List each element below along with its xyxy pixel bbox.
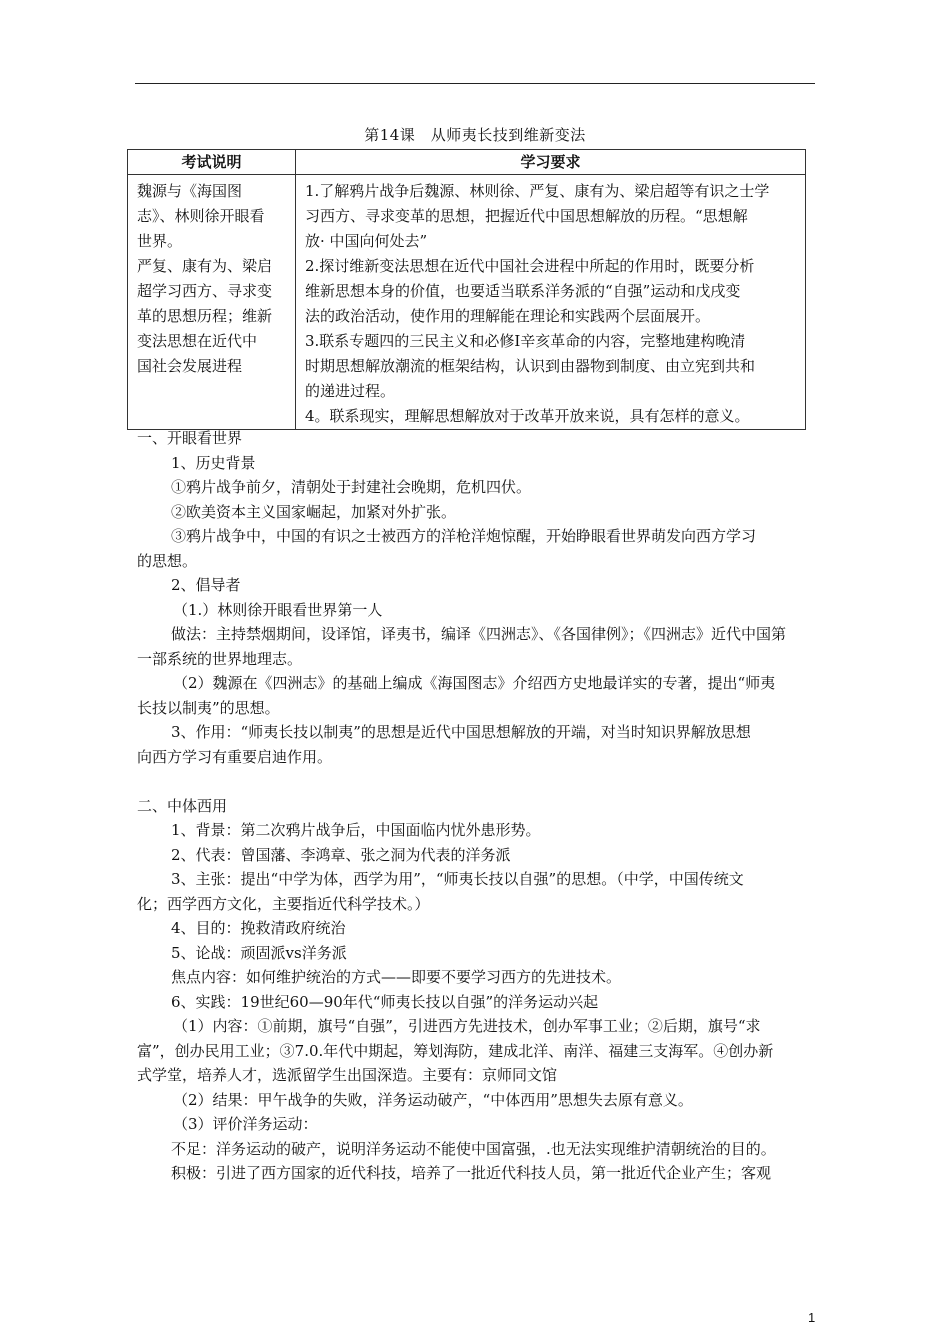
requirement-line: 1.了解鸦片战争后魏源、林则徐、严复、康有为、梁启超等有识之士学: [305, 182, 770, 200]
exam-description-line: 国社会发展进程: [137, 357, 243, 375]
text-line: 5、论战：顽固派vs洋务派: [171, 943, 347, 962]
text-line: 6、实践：19世纪60—90年代“师夷长技以自强”的洋务运动兴起: [171, 992, 599, 1011]
text-line: 向西方学习有重要启迪作用。: [137, 747, 333, 766]
requirement-line: 4。联系现实，理解思想解放对于改革开放来说，具有怎样的意义。: [305, 407, 750, 425]
blank-line: [137, 769, 817, 794]
exam-description-line: 志》、林则徐开眼看: [137, 207, 265, 225]
table-row: [128, 175, 806, 430]
text-line: 3、主张：提出“中学为体，西学为用”，“师夷长技以自强”的思想。（中学，中国传统文: [171, 870, 744, 888]
header-exam-description: 考试说明: [128, 150, 296, 175]
requirement-line: 维新思想本身的价值，也要适当联系洋务派的“自强”运动和戊戌变: [305, 282, 741, 300]
text-line: 的思想。: [137, 551, 198, 570]
requirement-line: 习西方、寻求变革的思想，把握近代中国思想解放的历程。“思想解: [305, 207, 748, 225]
text-line: 2、倡导者: [171, 576, 241, 594]
requirement-line: 放· 中国向何处去”: [305, 232, 428, 250]
text-line: 1、背景：第二次鸦片战争后，中国面临内忧外患形势。: [171, 821, 541, 839]
text-line: （1.）林则徐开眼看世界第一人: [173, 600, 383, 619]
table-header-row: [128, 150, 806, 175]
exam-description-line: 严复、康有为、梁启: [137, 257, 273, 275]
text-line: 2、代表：曾国藩、李鸿章、张之洞为代表的洋务派: [171, 845, 511, 864]
requirement-line: 2.探讨维新变法思想在近代中国社会进程中所起的作用时，既要分析: [305, 257, 755, 275]
text-line: 做法：主持禁烟期间，设译馆，译夷书，编译《四洲志》、《各国律例》；《四洲志》近代中国第: [171, 625, 787, 643]
text-line: （2）魏源在《四洲志》的基础上编成《海国图志》介绍西方史地最详实的专著，提出“师夷: [173, 674, 776, 692]
requirement-line: 时期思想解放潮流的框架结构，认识到由器物到制度、由立宪到共和: [305, 357, 756, 375]
text-line: （2）结果：甲午战争的失败，洋务运动破产，“中体西用”思想失去原有意义。: [173, 1090, 693, 1109]
text-line: ③鸦片战争中，中国的有识之士被西方的洋枪洋炮惊醒，开始睁眼看世界萌发向西方学习: [171, 527, 757, 545]
lesson-title: 第14课 从师夷长技到维新变法: [364, 126, 586, 144]
text-line: （3）评价洋务运动：: [173, 1115, 318, 1133]
text-line: 富”，创办民用工业；③7.0.年代中期起，筹划海防，建成北洋、南洋、福建三支海军。④创办新: [137, 1041, 774, 1060]
exam-description-cell: [128, 175, 296, 430]
text-line: 1、历史背景: [171, 453, 256, 472]
exam-description-line: 超学习西方、寻求变: [137, 282, 273, 300]
text-line: 化；西学西方文化，主要指近代科学技术。）: [137, 894, 430, 913]
learning-requirements-cell: [296, 175, 806, 430]
text-line: 长技以制夷”的思想。: [137, 698, 280, 717]
text-line: 二、中体西用: [137, 796, 228, 815]
text-line: 一部系统的世界地理志。: [137, 649, 303, 668]
text-line: ①鸦片战争前夕，清朝处于封建社会晚期，危机四伏。: [171, 478, 532, 496]
page-number: 1: [808, 1310, 816, 1325]
text-line: ②欧美资本主义国家崛起，加紧对外扩张。: [171, 502, 457, 521]
exam-description-line: 变法思想在近代中: [137, 332, 258, 350]
exam-description-line: 革的思想历程；维新: [137, 307, 273, 325]
requirement-line: 法的政治活动，使作用的理解能在理论和实践两个层面展开。: [305, 307, 711, 325]
text-line: （1）内容：①前期，旗号“自强”，引进西方先进技术，创办军事工业；②后期，旗号“求: [173, 1017, 761, 1035]
exam-description-line: 魏源与《海国图: [137, 182, 243, 200]
text-line: 式学堂，培养人才，选派留学生出国深造。主要有：京师同文馆: [137, 1066, 558, 1084]
header-rule: [135, 83, 815, 84]
text-line: 3、作用：“师夷长技以制夷”的思想是近代中国思想解放的开端，对当时知识界解放思想: [171, 723, 751, 741]
text-line: 不足：洋务运动的破产，说明洋务运动不能使中国富强，.也无法实现维护清朝统治的目的。: [171, 1139, 776, 1158]
text-line: 积极：引进了西方国家的近代科技，培养了一批近代科技人员，第一批近代企业产生；客观: [171, 1164, 772, 1182]
text-line: 焦点内容：如何维护统治的方式——即要不要学习西方的先进技术。: [171, 968, 622, 986]
requirements-table: [127, 149, 806, 430]
header-learning-requirements: 学习要求: [296, 150, 806, 175]
exam-description-line: 世界。: [137, 232, 183, 250]
lesson-body: [137, 426, 817, 1186]
text-line: 一、开眼看世界: [137, 429, 243, 447]
text-line: 4、目的：挽救清政府统治: [171, 919, 346, 937]
requirement-line: 3.联系专题四的三民主义和必修Ⅰ辛亥革命的内容，完整地建构晚清: [305, 332, 746, 350]
requirement-line: 的递进过程。: [305, 382, 396, 400]
